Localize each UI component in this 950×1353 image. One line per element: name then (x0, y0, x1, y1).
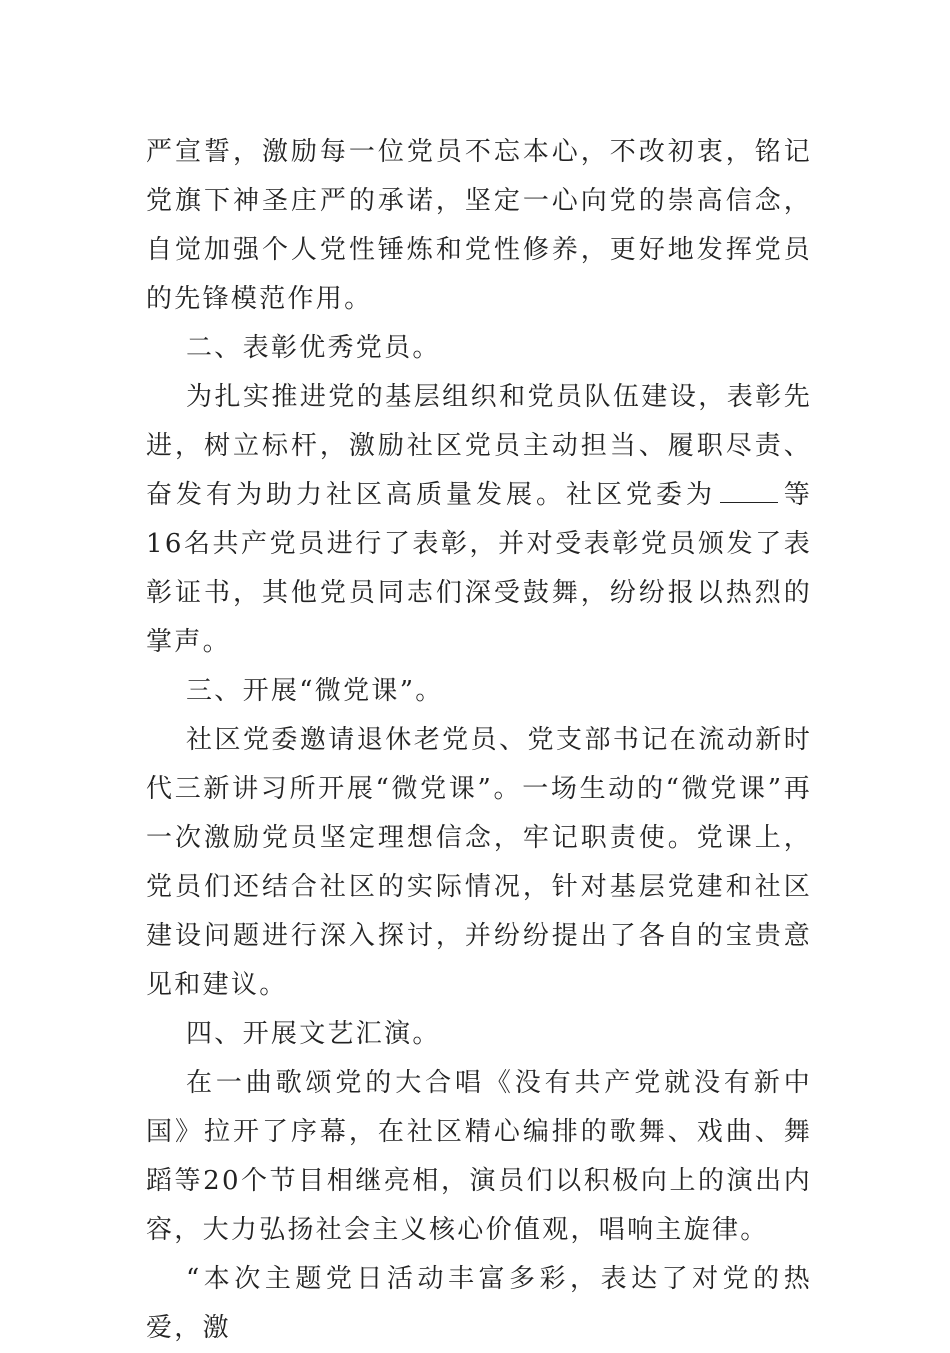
section-heading-3: 三、开展“微党课”。 (186, 676, 444, 706)
paragraph-commendation (146, 373, 812, 667)
section-heading-4: 四、开展文艺汇演。 (186, 1019, 441, 1049)
paragraph-commendation-part-2: 等16名共产党员进行了表彰，并对受表彰党员颁发了表彰证书，其他党员同志们深受鼓舞，纷纷报以热烈的掌声。 (146, 480, 812, 657)
paragraph-quote: “本次主题党日活动丰富多彩，表达了对党的热爱，激 (146, 1264, 812, 1343)
fill-in-blank (720, 480, 778, 503)
paragraph-performance: 在一曲歌颂党的大合唱《没有共产党就没有新中国》拉开了序幕，在社区精心编排的歌舞、戏曲、舞蹈等20个节目相继亮相，演员们以积极向上的演出内容，大力弘扬社会主义核心价值观，唱响主旋律。 (146, 1068, 812, 1245)
paragraph-party-lecture: 社区党委邀请退休老党员、党支部书记在流动新时代三新讲习所开展“微党课”。一场生动的“微党课”再一次激励党员坚定理想信念，牢记职责使。党课上，党员们还结合社区的实际情况，针对基层党建和社区建设问题进行深入探讨，并纷纷提出了各自的宝贵意见和建议。 (146, 725, 812, 1000)
paragraph-continuation: 严宣誓，激励每一位党员不忘本心，不改初衷，铭记党旗下神圣庄严的承诺，坚定一心向党的崇高信念，自觉加强个人党性锤炼和党性修养，更好地发挥党员的先锋模范作用。 (146, 137, 812, 314)
document-body (146, 128, 812, 1353)
section-heading-2: 二、表彰优秀党员。 (186, 333, 441, 363)
paragraph-commendation-part-1: 为扎实推进党的基层组织和党员队伍建设，表彰先进，树立标杆，激励社区党员主动担当、履职尽责、奋发有为助力社区高质量发展。社区党委为 (146, 382, 812, 510)
